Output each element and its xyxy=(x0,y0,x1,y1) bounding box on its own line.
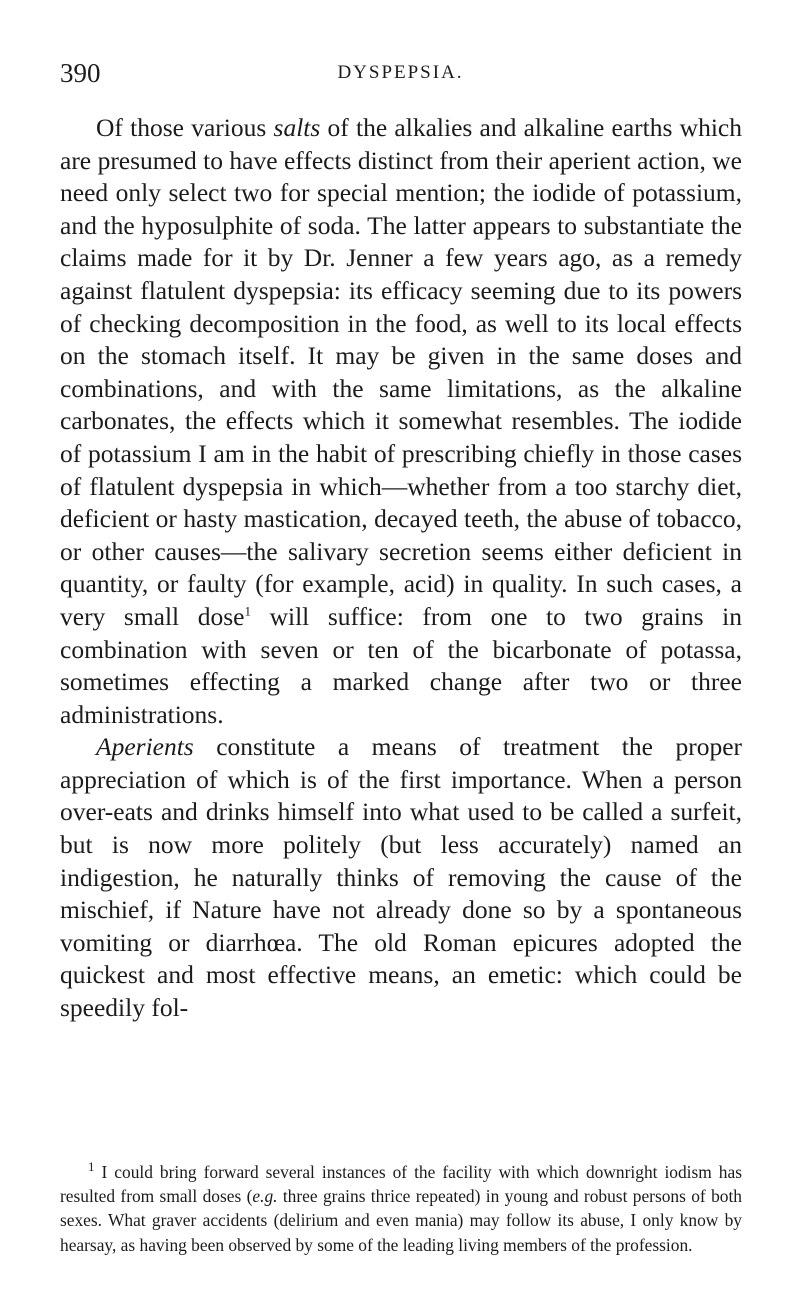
paragraph-text: constitute a means of treatment the proper appreciation of which is of the first importance. When a person over-eats and drinks himself into what used to be called a surfeit, but is now more politely (but less accurately) named an indigestion, he naturally thinks of removing the cause of the mischief, if Nature have not already done so by a spontaneous vomiting or diarrhœa. The old Roman epicures adopted the quickest and most effective means, an emetic: which could be speedily fol- xyxy=(60,732,742,1023)
page-header xyxy=(60,58,741,88)
footnote-reference: 1 xyxy=(244,603,251,619)
italic-abbreviation: e.g. xyxy=(252,1186,278,1207)
paragraph-aperients xyxy=(60,731,742,1024)
italic-term: Aperients xyxy=(96,732,194,762)
footnote-text: I could bring forward several instances of the facility with which downright iodism has resulted from small doses ( xyxy=(60,1162,742,1207)
paragraph-text: Of those various xyxy=(96,113,274,142)
paragraph-text: of the alkalies and alkaline earths which are presumed to have effects distinct from their aperient action, we need only select two for special mention; the iodide of potassium, and the hyposulphite of soda. The latter appears to substantiate the claims made for it by Dr. Jenner a few years ago, as a remedy against flatulent dyspepsia: its efficacy seeming due to its powers of checking decomposition in the food, as well to its local effects on the stomach itself. It may be given in the same doses and combinations, and with the same limitations, as the alkaline carbonates, the effects which it somewhat resembles. The iodide of potassium I am in the habit of prescribing chiefly in those cases of flatulent dyspepsia in which—whether from a too starchy diet, deficient or hasty mastication, decayed teeth, the abuse of tobacco, or other causes—the salivary secretion seems either deficient in quantity, or faulty (for example, acid) in quality. In such cases, a very small dose xyxy=(60,113,742,631)
paragraph-salts xyxy=(60,112,742,731)
paragraph-text: will suffice: from one to two grains in combination with seven or ten of the bicarbonate of potassa, sometimes effecting a marked change after two or three administrations. xyxy=(60,601,742,729)
italic-term: salts xyxy=(273,113,321,142)
footnotes xyxy=(60,1160,742,1257)
running-head: DYSPEPSIA. xyxy=(337,62,464,83)
footnote-marker: 1 xyxy=(88,1159,95,1175)
page-number: 390 xyxy=(60,58,101,88)
footnote-text: three grains thrice repeated) in young and robust persons of both sexes. What graver accidents (delirium and even mania) may follow its abuse, I only know by hearsay, as having been observed by some of the leading living members of the profession. xyxy=(60,1186,742,1255)
footnote xyxy=(60,1160,742,1257)
body-text xyxy=(60,112,742,1025)
